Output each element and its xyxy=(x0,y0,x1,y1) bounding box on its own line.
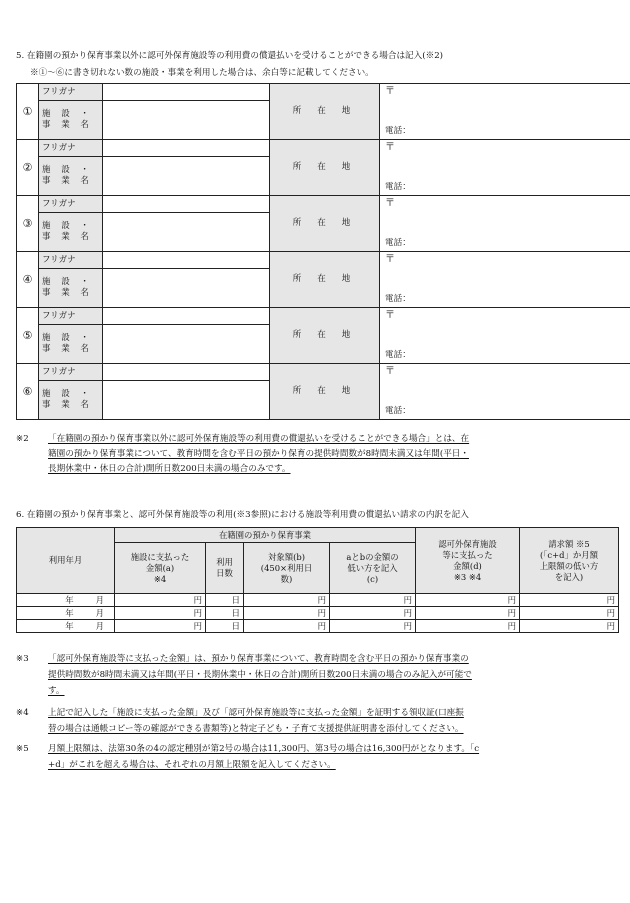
header-col-days-2: 日数 xyxy=(216,568,233,578)
facility-row xyxy=(17,364,630,381)
note-2-mark: ※2 xyxy=(16,434,29,444)
facility-row xyxy=(17,252,630,269)
header-col-b xyxy=(244,543,330,594)
location-label: 所在地 xyxy=(270,196,380,252)
note-2 xyxy=(16,432,618,482)
header-col-c-2: 低い方を記入 xyxy=(347,562,398,573)
header-col-b-2: (450×利用日 xyxy=(260,562,313,573)
note-4-mark: ※4 xyxy=(16,708,29,718)
facility-name-label-2: 事 業 名 xyxy=(42,120,93,130)
facility-row-number: ④ xyxy=(17,252,39,308)
postal-mark: 〒 xyxy=(385,142,395,153)
note-2-line-2: 籍園の預かり保育事業について、教育時間を含む平日の預かり保育の提供時間数が8時間未満又は年間(平日・ xyxy=(48,449,469,459)
furigana-field[interactable] xyxy=(103,196,270,213)
facility-row xyxy=(17,308,630,325)
facility-name-label-1: 施 設 ・ xyxy=(42,389,93,399)
postal-mark: 〒 xyxy=(385,310,395,321)
postal-mark: 〒 xyxy=(385,366,395,377)
header-col-e-1: 請求額 ※5 xyxy=(548,538,590,549)
yen-unit: 円 xyxy=(317,620,326,631)
header-col-b-3: 数) xyxy=(280,573,293,584)
furigana-field[interactable] xyxy=(103,364,270,381)
yen-unit: 円 xyxy=(193,594,202,605)
tel-label: 電話： xyxy=(385,126,411,136)
amount-b-cell[interactable] xyxy=(244,620,330,633)
tel-label: 電話： xyxy=(385,350,411,360)
tel-label: 電話： xyxy=(385,182,411,192)
facility-name-field[interactable] xyxy=(103,269,270,308)
furigana-field[interactable] xyxy=(103,140,270,157)
note-5 xyxy=(16,742,618,774)
facility-name-field[interactable] xyxy=(103,157,270,196)
facility-row xyxy=(17,84,630,101)
claim-amount-cell[interactable] xyxy=(520,620,619,633)
claim-row xyxy=(17,607,619,620)
header-col-a-3: ※4 xyxy=(153,573,167,584)
facility-row-number: ③ xyxy=(17,196,39,252)
yen-unit: 円 xyxy=(507,620,516,631)
header-col-e-3: 上限額の低い方 xyxy=(539,560,599,571)
yen-unit: 円 xyxy=(606,607,615,618)
month-unit: 月 xyxy=(95,594,104,605)
postal-mark: 〒 xyxy=(385,86,395,97)
year-unit: 年 xyxy=(65,607,74,618)
section5-subnote: ※①～⑥に書き切れない数の施設・事業を利用した場合は、余白等に記載してください。 xyxy=(30,68,374,78)
furigana-field[interactable] xyxy=(103,252,270,269)
furigana-label: フリガナ xyxy=(39,308,103,325)
facility-name-label xyxy=(39,269,103,308)
yen-unit: 円 xyxy=(193,607,202,618)
yen-unit: 円 xyxy=(403,594,412,605)
amount-c-cell[interactable] xyxy=(330,620,416,633)
claim-row xyxy=(17,620,619,633)
yen-unit: 円 xyxy=(403,620,412,631)
amount-d-cell[interactable] xyxy=(416,607,520,620)
day-unit: 日 xyxy=(231,620,240,631)
note-3-line-1: 「認可外保育施設等に支払った金額」は、預かり保育事業について、教育時間を含む平日の預かり保育事業の xyxy=(48,654,469,664)
note-4 xyxy=(16,706,618,738)
amount-d-cell[interactable] xyxy=(416,620,520,633)
amount-a-cell[interactable] xyxy=(115,607,206,620)
section6-heading: 6. 在籍園の預かり保育事業と、認可外保育施設等の利用(※3参照)における施設等利用費の償還払い請求の内訳を記入 xyxy=(16,510,469,520)
facility-name-label-2: 事 業 名 xyxy=(42,400,93,410)
amount-c-cell[interactable] xyxy=(330,607,416,620)
header-col-a-2: 金額(a) xyxy=(145,562,175,573)
yen-unit: 円 xyxy=(317,607,326,618)
note-4-line-1: 上記で記入した「施設に支払った金額」及び「認可外保育施設等に支払った金額」を証明する領収証(口座振 xyxy=(48,708,464,718)
facility-name-field[interactable] xyxy=(103,381,270,420)
location-label: 所在地 xyxy=(270,84,380,140)
facility-name-field[interactable] xyxy=(103,101,270,140)
header-col-e xyxy=(520,528,619,594)
amount-b-cell[interactable] xyxy=(244,594,330,607)
days-cell[interactable] xyxy=(206,594,244,607)
note-2-line-1: 「在籍園の預かり保育事業以外に認可外保育施設等の利用費の償還払いを受けることができる場合」とは、在 xyxy=(48,434,470,444)
note-2-line-3: 長期休業中・休日の合計)開所日数200日未満の場合のみです。 xyxy=(48,464,291,474)
furigana-label: フリガナ xyxy=(39,196,103,213)
amount-b-cell[interactable] xyxy=(244,607,330,620)
note-5-line-1: 月額上限額は、法第30条の4の認定種別が第2号の場合は11,300円、第3号の場合は16,300円がとなります。「c xyxy=(48,744,480,754)
amount-d-cell[interactable] xyxy=(416,594,520,607)
facility-row xyxy=(17,196,630,213)
usage-month-cell[interactable] xyxy=(17,620,115,633)
header-col-c-1: aとbの金額の xyxy=(346,551,399,562)
location-label: 所在地 xyxy=(270,308,380,364)
usage-month-cell[interactable] xyxy=(17,607,115,620)
facility-row xyxy=(17,140,630,157)
facility-name-label-1: 施 設 ・ xyxy=(42,221,93,231)
yen-unit: 円 xyxy=(606,594,615,605)
note-3-line-3: す。 xyxy=(48,686,65,696)
postal-mark: 〒 xyxy=(385,198,395,209)
furigana-label: フリガナ xyxy=(39,364,103,381)
address-field[interactable] xyxy=(380,140,630,196)
header-col-d-2: 等に支払った xyxy=(442,549,493,560)
year-unit: 年 xyxy=(65,594,74,605)
facility-name-label-2: 事 業 名 xyxy=(42,344,93,354)
tel-label: 電話： xyxy=(385,294,411,304)
amount-a-cell[interactable] xyxy=(115,594,206,607)
tel-label: 電話： xyxy=(385,238,411,248)
day-unit: 日 xyxy=(231,607,240,618)
header-col-d-1: 認可外保育施設 xyxy=(438,538,497,549)
header-col-days-1: 利用 xyxy=(216,557,233,567)
year-unit: 年 xyxy=(65,620,74,631)
header-col-e-4: を記入) xyxy=(554,571,584,582)
address-field[interactable] xyxy=(380,84,630,140)
facility-name-field[interactable] xyxy=(103,213,270,252)
note-5-mark: ※5 xyxy=(16,744,29,754)
header-col-d-4: ※3 ※4 xyxy=(453,571,482,582)
facility-name-label-1: 施 設 ・ xyxy=(42,109,93,119)
header-col-days xyxy=(206,543,244,594)
facility-row-number: ② xyxy=(17,140,39,196)
note-3-line-2: 提供時間数が8時間未満又は年間(平日・長期休業中・休日の合計)開所日数200日未満の場合のみ記入が可能で xyxy=(48,670,472,680)
address-field[interactable] xyxy=(380,308,630,364)
header-kindergarten-group: 在籍園の預かり保育事業 xyxy=(115,528,416,543)
address-field[interactable] xyxy=(380,364,630,420)
days-cell[interactable] xyxy=(206,620,244,633)
address-field[interactable] xyxy=(380,252,630,308)
header-col-d xyxy=(416,528,520,594)
facility-name-label xyxy=(39,101,103,140)
note-4-line-2: 替の場合は通帳コピー等の確認ができる書類等)と特定子ども・子育て支援提供証明書を添付してください。 xyxy=(48,724,464,734)
furigana-label: フリガナ xyxy=(39,252,103,269)
yen-unit: 円 xyxy=(193,620,202,631)
note-3 xyxy=(16,652,618,700)
header-col-a-1: 施設に支払った xyxy=(130,551,190,562)
address-field[interactable] xyxy=(380,196,630,252)
facility-name-label-2: 事 業 名 xyxy=(42,288,93,298)
facility-name-label xyxy=(39,213,103,252)
note-3-mark: ※3 xyxy=(16,654,29,664)
amount-c-cell[interactable] xyxy=(330,594,416,607)
location-label: 所在地 xyxy=(270,252,380,308)
day-unit: 日 xyxy=(231,594,240,605)
yen-unit: 円 xyxy=(317,594,326,605)
location-label: 所在地 xyxy=(270,140,380,196)
amount-a-cell[interactable] xyxy=(115,620,206,633)
facility-name-label-1: 施 設 ・ xyxy=(42,277,93,287)
header-col-b-1: 対象額(b) xyxy=(267,551,306,562)
facility-table xyxy=(16,83,630,420)
facility-name-label-2: 事 業 名 xyxy=(42,232,93,242)
section5-heading: 5. 在籍園の預かり保育事業以外に認可外保育施設等の利用費の償還払いを受けることができる場合は記入(※2) xyxy=(16,51,444,61)
claim-row xyxy=(17,594,619,607)
yen-unit: 円 xyxy=(606,620,615,631)
header-col-e-2: (「c+d」か月額 xyxy=(539,549,599,560)
furigana-label: フリガナ xyxy=(39,140,103,157)
facility-name-field[interactable] xyxy=(103,325,270,364)
postal-mark: 〒 xyxy=(385,254,395,265)
yen-unit: 円 xyxy=(403,607,412,618)
header-usage-month: 利用年月 xyxy=(17,528,115,594)
furigana-field[interactable] xyxy=(103,84,270,101)
header-col-a xyxy=(115,543,206,594)
facility-row-number: ⑥ xyxy=(17,364,39,420)
header-col-c xyxy=(330,543,416,594)
claim-amount-cell[interactable] xyxy=(520,607,619,620)
month-unit: 月 xyxy=(95,607,104,618)
facility-name-label-1: 施 設 ・ xyxy=(42,333,93,343)
header-col-d-3: 金額(d) xyxy=(453,560,482,571)
furigana-label: フリガナ xyxy=(39,84,103,101)
yen-unit: 円 xyxy=(507,607,516,618)
facility-name-label-2: 事 業 名 xyxy=(42,176,93,186)
month-unit: 月 xyxy=(95,620,104,631)
facility-name-label xyxy=(39,381,103,420)
location-label: 所在地 xyxy=(270,364,380,420)
yen-unit: 円 xyxy=(507,594,516,605)
usage-month-cell[interactable] xyxy=(17,594,115,607)
facility-name-label xyxy=(39,157,103,196)
tel-label: 電話： xyxy=(385,406,411,416)
facility-name-label xyxy=(39,325,103,364)
facility-name-label-1: 施 設 ・ xyxy=(42,165,93,175)
facility-row-number: ① xyxy=(17,84,39,140)
note-5-line-2: +d」がこれを超える場合は、それぞれの月額上限額を記入してください。 xyxy=(48,760,336,770)
days-cell[interactable] xyxy=(206,607,244,620)
facility-row-number: ⑤ xyxy=(17,308,39,364)
furigana-field[interactable] xyxy=(103,308,270,325)
header-col-c-3: (c) xyxy=(366,573,379,584)
claim-table xyxy=(16,527,619,633)
claim-amount-cell[interactable] xyxy=(520,594,619,607)
